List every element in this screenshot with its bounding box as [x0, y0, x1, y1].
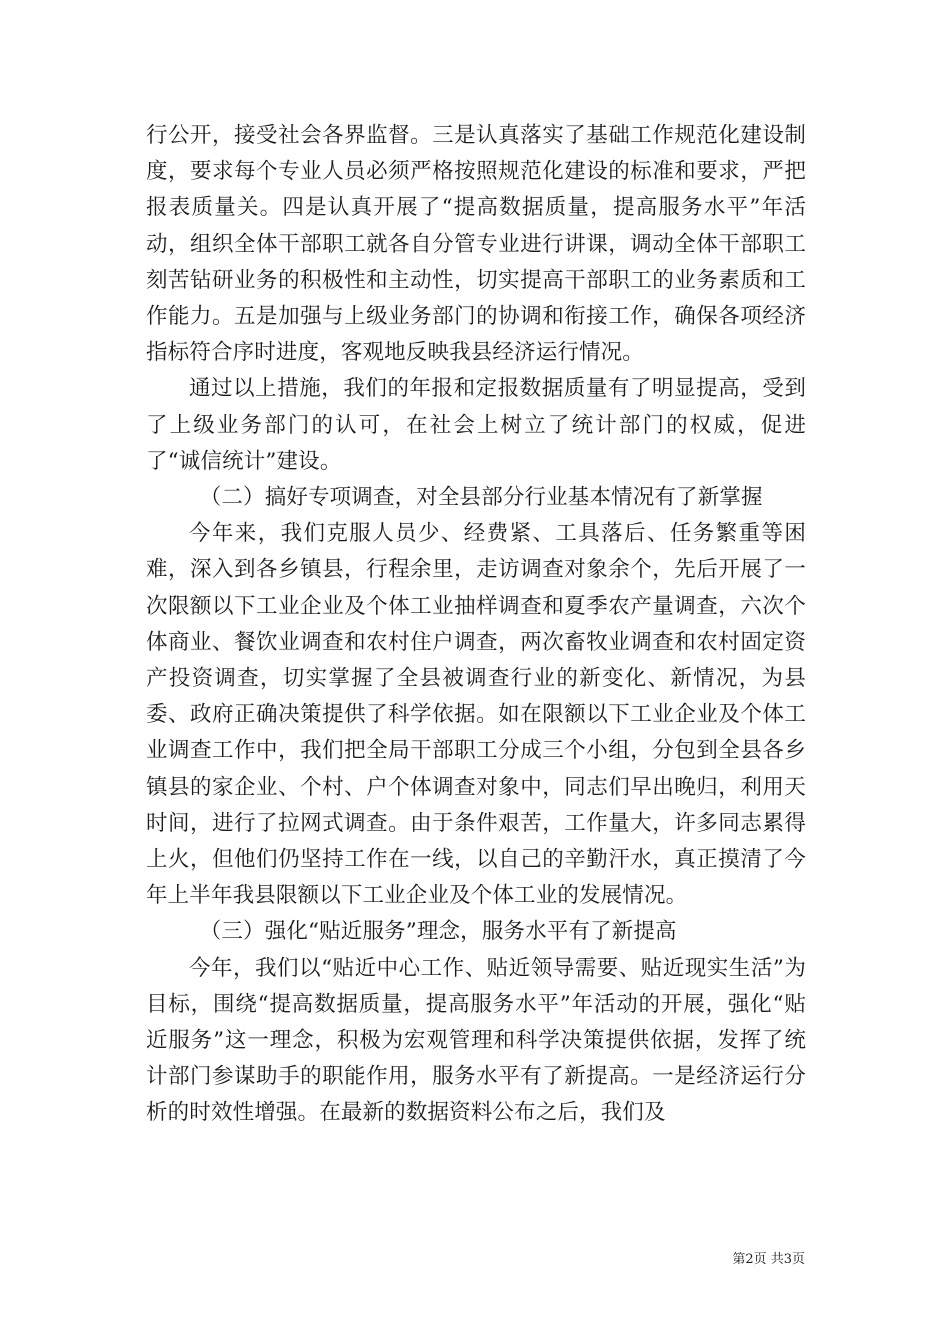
paragraph-continuation: 行公开，接受社会各界监督。三是认真落实了基础工作规范化建设制度，要求每个专业人员必须严格按照规范化建设的标准和要求，严把报表质量关。四是认真开展了“提高数据质量，提高服务水平”年活动，组织全体干部职工就各自分管专业进行讲课，调动全体干部职工刻苦钻研业务的积极性和主动性，切实提高干部职工的业务素质和工作能力。五是加强与上级业务部门的协调和衔接工作，确保各项经济指标符合序时进度，客观地反映我县经济运行情况。: [146, 123, 806, 366]
section-heading-3: （三）强化“贴近服务”理念，服务水平有了新提高: [199, 919, 677, 945]
section-heading-2: （二）搞好专项调查，对全县部分行业基本情况有了新掌握: [199, 485, 763, 511]
paragraph-results: 通过以上措施，我们的年报和定报数据质量有了明显提高，受到了上级业务部门的认可，在社会上树立了统计部门的权威，促进了“诚信统计”建设。: [146, 376, 806, 474]
page-number-footer: 第2页 共3页: [732, 1252, 805, 1267]
paragraph-service: 今年，我们以“贴近中心工作、贴近领导需要、贴近现实生活”为目标，围绕“提高数据质量，提高服务水平”年活动的开展，强化“贴近服务”这一理念，积极为宏观管理和科学决策提供依据，发挥了统计部门参谋助手的职能作用，服务水平有了新提高。一是经济运行分析的时效性增强。在最新的数据资料公布之后，我们及: [146, 955, 806, 1126]
document-body: [146, 118, 806, 1132]
paragraph-special-survey: 今年来，我们克服人员少、经费紧、工具落后、任务繁重等困难，深入到各乡镇县，行程余里，走访调查对象余个，先后开展了一次限额以下工业企业及个体工业抽样调查和夏季农产量调查，六次个体商业、餐饮业调查和农村住户调查，两次畜牧业调查和农村固定资产投资调查，切实掌握了全县被调查行业的新变化、新情况，为县委、政府正确决策提供了科学依据。如在限额以下工业企业及个体工业调查工作中，我们把全局干部职工分成三个小组，分包到全县各乡镇县的家企业、个村、户个体调查对象中，同志们早出晚归，利用天时间，进行了拉网式调查。由于条件艰苦，工作量大，许多同志累得上火，但他们仍坚持工作在一线，以自己的辛勤汗水，真正摸清了今年上半年我县限额以下工业企业及个体工业的发展情况。: [146, 521, 806, 909]
